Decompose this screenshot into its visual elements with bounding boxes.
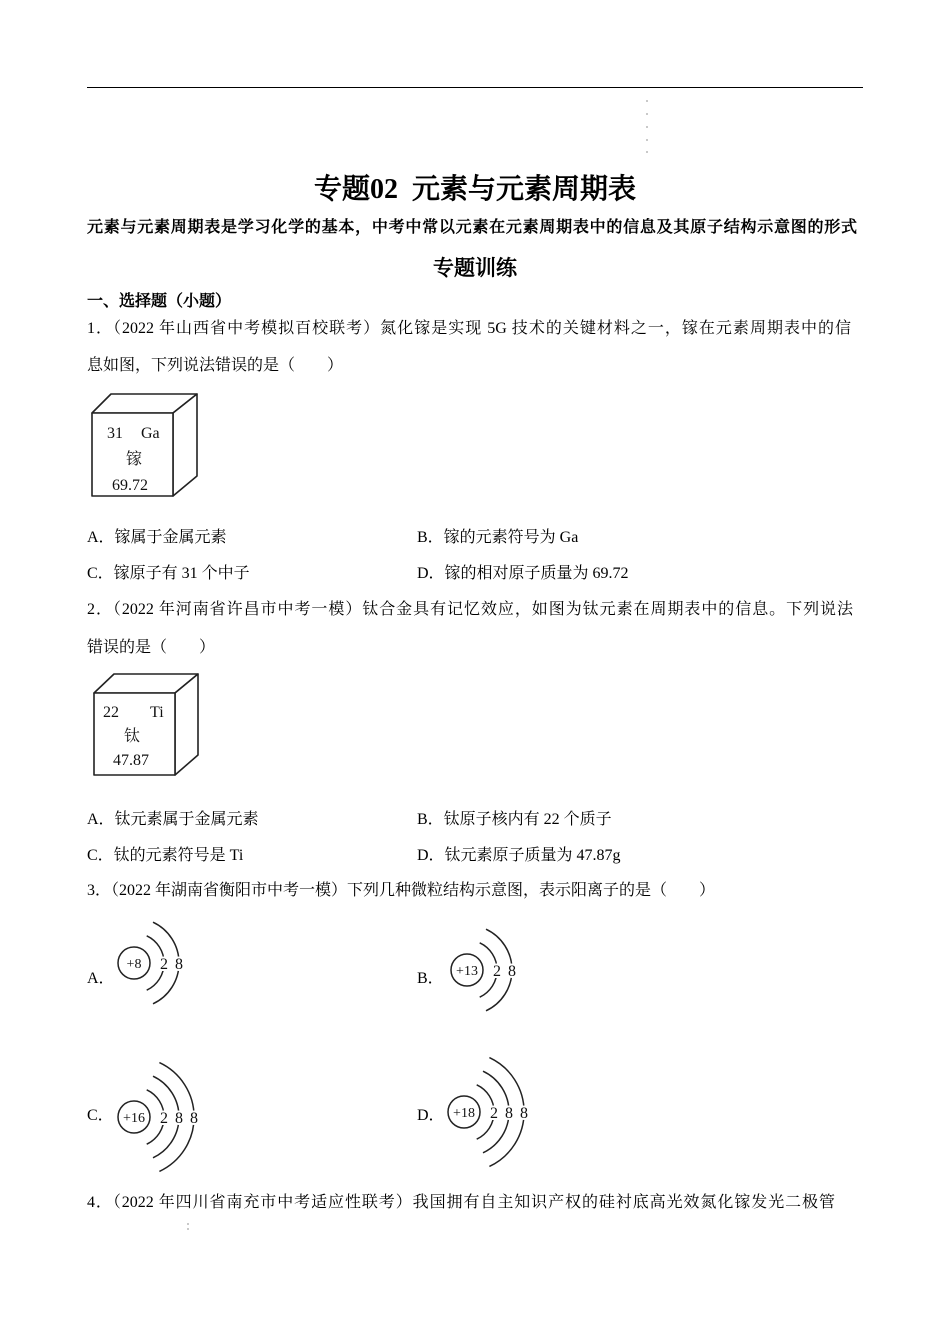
- shell-electrons-1: 2: [160, 956, 168, 973]
- margin-dot: [187, 1223, 189, 1225]
- element-name: 钛: [123, 728, 141, 745]
- question-3-option-a-label: A．: [87, 970, 115, 987]
- question-2-option-d: D．钛元素原子质量为 47.87g: [417, 847, 621, 864]
- question-3-line-1: 3．（2022 年湖南省衡阳市中考一模）下列几种微粒结构示意图，表示阳离子的是（ ）: [87, 882, 716, 899]
- question-1-line-1: 1．（2022 年山西省中考模拟百校联考）氮化镓是实现 5G 技术的关键材料之一，镓在元素周期表中的信: [87, 320, 851, 337]
- question-1-option-a: A．镓属于金属元素: [87, 529, 227, 546]
- question-2-option-c: C．钛的元素符号是 Ti: [87, 847, 244, 864]
- page-title: 专题02 元素与元素周期表: [313, 174, 636, 205]
- question-1-option-c: C．镓原子有 31 个中子: [87, 565, 250, 582]
- question-3-option-d-label: D．: [417, 1107, 445, 1124]
- atomic-mass: 47.87: [113, 752, 149, 769]
- margin-dot: [646, 151, 648, 153]
- question-1-option-b: B．镓的元素符号为 Ga: [417, 529, 579, 546]
- question-2-line-2: 错误的是（ ）: [87, 639, 216, 656]
- shell-electrons-1: 2: [490, 1105, 498, 1122]
- element-symbol: Ga: [141, 425, 160, 442]
- atom-diagram-a: [112, 898, 212, 1028]
- margin-dot: [646, 100, 648, 102]
- element-symbol: Ti: [150, 704, 164, 721]
- shell-electrons-2: 8: [508, 963, 516, 980]
- atomic-number: 31: [107, 425, 123, 442]
- nucleus-charge: +18: [453, 1106, 475, 1121]
- section-heading: 专题训练: [433, 256, 517, 280]
- atom-diagram-b: [445, 905, 545, 1035]
- margin-dot: [187, 1228, 189, 1230]
- margin-dot: [646, 113, 648, 115]
- margin-dot: [646, 139, 648, 141]
- question-2-line-1: 2．（2022 年河南省许昌市中考一模）钛合金具有记忆效应，如图为钛元素在周期表中的信息。下列说法: [87, 601, 853, 618]
- element-card-side-face: [175, 674, 198, 775]
- question-4-line-1: 4．（2022 年四川省南充市中考适应性联考）我国拥有自主知识产权的硅衬底高光效氮化镓发光二极管: [87, 1194, 835, 1211]
- nucleus-charge: +8: [126, 957, 142, 972]
- element-card-side-face: [173, 394, 197, 496]
- atomic-number: 22: [103, 704, 119, 721]
- atomic-mass: 69.72: [112, 477, 148, 494]
- element-card-ga: [88, 390, 200, 500]
- shell-electrons-2: 8: [175, 956, 183, 973]
- question-3-option-b-label: B．: [417, 970, 444, 987]
- question-3-option-c-label: C．: [87, 1107, 114, 1124]
- element-name: 镓: [125, 451, 143, 468]
- shell-electrons-2: 8: [505, 1105, 513, 1122]
- nucleus-charge: +16: [123, 1111, 145, 1126]
- intro-text: 元素与元素周期表是学习化学的基本，中考中常以元素在元素周期表中的信息及其原子结构示意图的形式: [87, 219, 857, 236]
- question-1-line-2: 息如图，下列说法错误的是（ ）: [87, 357, 344, 374]
- atom-diagram-d: [442, 1047, 542, 1177]
- question-2-option-a: A．钛元素属于金属元素: [87, 811, 259, 828]
- element-card-ti: [90, 670, 202, 780]
- nucleus-charge: +13: [456, 964, 478, 979]
- header-rule: [87, 87, 863, 88]
- shell-electrons-3: 8: [520, 1105, 528, 1122]
- atom-diagram-c: [112, 1052, 212, 1182]
- shell-electrons-2: 8: [175, 1110, 183, 1127]
- shell-electrons-1: 2: [493, 963, 501, 980]
- question-2-option-b: B．钛原子核内有 22 个质子: [417, 811, 612, 828]
- question-1-option-d: D．镓的相对原子质量为 69.72: [417, 565, 629, 582]
- shell-electrons-3: 8: [190, 1110, 198, 1127]
- part-heading: 一、选择题（小题）: [87, 293, 232, 310]
- shell-electrons-1: 2: [160, 1110, 168, 1127]
- margin-dot: [646, 126, 648, 128]
